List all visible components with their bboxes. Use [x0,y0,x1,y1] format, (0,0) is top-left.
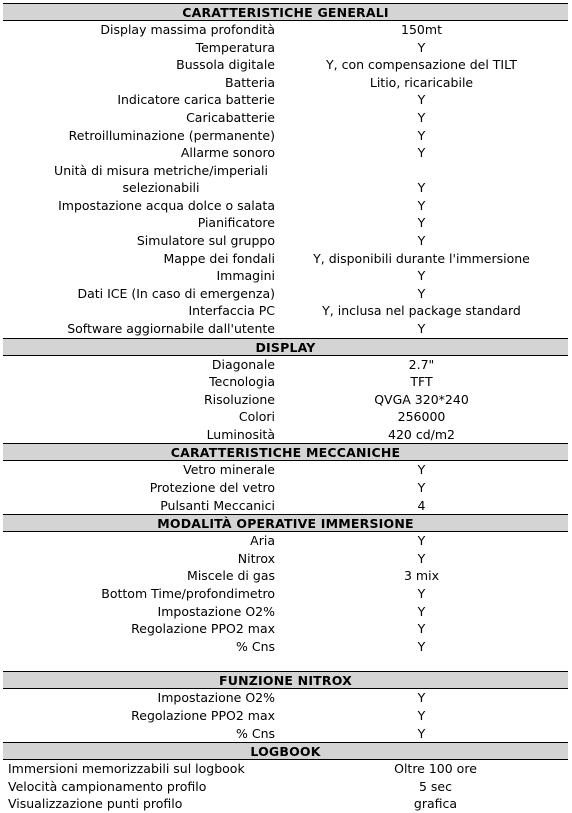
spec-label: Allarme sonoro [180,145,275,161]
spec-value: Y [417,285,426,301]
spec-value: QVGA 320*240 [374,391,469,407]
spec-row [3,285,568,303]
spec-label-line: selezionabili [122,180,200,196]
spec-label: Dati ICE (In caso di emergenza) [77,285,275,301]
spec-value: Y, disponibili durante l'immersione [313,250,530,266]
section-header: CARATTERISTICHE MECCANICHE [3,443,568,461]
spec-value: Y [417,232,426,248]
spec-row [3,725,568,743]
spec-row [3,302,568,320]
spec-value: Y [417,638,426,654]
spec-value: Y [417,109,426,125]
spec-value: Y [417,320,426,336]
section-header: LOGBOOK [3,742,568,760]
spec-row [3,620,568,638]
spec-label: Software aggiornabile dall'utente [67,320,275,336]
spec-label: Pulsanti Meccanici [160,497,275,513]
spec-label: Bussola digitale [176,57,275,73]
spec-row [3,497,568,515]
spec-label-line: Unità di misura metriche/imperiali [54,162,268,178]
spec-value: 5 sec [418,778,452,794]
spec-value: Y [417,480,426,496]
section-caratteristiche-meccaniche [3,443,568,514]
spec-row [3,532,568,550]
spec-label: Regolazione PPO2 max [131,708,275,723]
section-header: DISPLAY [3,338,568,356]
spec-row [3,585,568,603]
section-header: MODALITÀ OPERATIVE IMMERSIONE [3,514,568,532]
section-funzione-nitrox [3,671,568,742]
spec-value: Y [417,586,426,602]
spec-value: Y [417,462,426,478]
section-header: FUNZIONE NITROX [3,671,568,689]
spec-label: Interfaccia PC [188,303,275,319]
spec-label: Impostazione acqua dolce o salata [58,197,275,213]
spec-row [3,408,568,426]
spec-row [3,603,568,621]
spec-row [3,21,568,39]
spec-label: Vetro minerale [183,462,275,478]
spec-value: 420 cd/m2 [388,426,455,442]
spec-value: Y [417,603,426,619]
spec-label: Nitrox [237,550,275,566]
spec-row [3,320,568,338]
spec-label: Pianificatore [197,215,275,231]
spec-row [3,760,568,778]
spec-label: Batteria [225,74,275,90]
spec-row [3,232,568,250]
spec-value: Y, con compensazione del TILT [326,57,517,73]
spec-value: Y [417,621,426,637]
spec-value: Y [417,215,426,231]
spec-label: Immersioni memorizzabili sul logbook [8,761,245,777]
spec-label: Visualizzazione punti profilo [8,796,183,812]
spec-value: TFT [410,374,433,390]
spec-label: Mappe dei fondali [163,250,275,266]
spec-label: Bottom Time/profondimetro [101,586,275,602]
spec-label [3,162,275,197]
spec-value: 150mt [401,22,442,37]
spec-label: Velocità campionamento profilo [8,778,207,794]
spec-label: Impostazione O2% [157,603,275,619]
spec-value: Y [417,180,426,196]
spec-label: Protezione del vetro [149,480,275,496]
spec-value: grafica [413,796,458,812]
spec-value: Y [417,145,426,161]
spec-label: Luminosità [206,426,275,442]
spec-value: Litio, ricaricabile [369,74,474,90]
spec-row [3,162,568,197]
spec-row [3,356,568,374]
spec-value: Y [417,550,426,566]
spec-value: Y [417,92,426,108]
spec-label: Caricabatterie [186,109,275,125]
spec-label: % Cns [235,638,275,654]
spec-label: Indicatore carica batterie [117,92,275,108]
section-caratteristiche-generali [3,3,568,338]
spec-row [3,127,568,145]
spec-row [3,461,568,479]
spec-label: Retroilluminazione (permanente) [68,127,275,143]
spec-label: Colori [238,409,275,425]
spec-value: Y [417,197,426,213]
spec-row [3,567,568,585]
spec-value: 3 mix [404,568,439,584]
spec-value: 256000 [397,409,446,425]
spec-label: Tecnologia [209,374,275,390]
spec-row [3,550,568,568]
spec-value: Y [417,39,426,55]
spec-row [3,638,568,656]
spec-value: 4 [417,497,426,513]
spec-row [3,109,568,127]
spec-row [3,689,568,707]
spec-value: Y [417,533,426,549]
spec-row [3,91,568,109]
section-display [3,338,568,444]
spec-row [3,250,568,268]
section-header: CARATTERISTICHE GENERALI [3,3,568,21]
spec-label: Immagini [216,268,275,284]
spec-row [3,778,568,796]
spec-label: Aria [250,533,275,549]
spec-value: Y [417,268,426,284]
spec-label: % Cns [235,725,275,741]
spec-row [3,56,568,74]
spec-label: Diagonale [211,356,275,372]
spec-value: Y, inclusa nel package standard [322,303,521,319]
spec-row [3,795,568,813]
spec-label: Impostazione O2% [157,690,275,706]
spec-value: Oltre 100 ore [394,761,477,777]
spec-row [3,373,568,391]
spec-row [3,391,568,409]
spec-row [3,267,568,285]
spec-row [3,74,568,92]
section-logbook [3,742,568,813]
spec-label: Simulatore sul gruppo [136,232,275,248]
spec-row [3,426,568,444]
spec-label: Display massima profondità [100,22,275,37]
spec-row [3,39,568,57]
section-spacer [3,655,568,671]
spec-label: Temperatura [195,39,275,55]
spec-label: Risoluzione [203,391,275,407]
spec-row [3,144,568,162]
spec-label: Miscele di gas [187,568,275,584]
section-modalita-operative [3,514,568,671]
spec-value: Y [417,690,426,706]
spec-value: Y [417,708,426,723]
spec-label: Regolazione PPO2 max [131,621,275,637]
spec-row [3,214,568,232]
spec-value: Y [417,725,426,741]
spec-row [3,197,568,215]
spec-row [3,707,568,725]
spec-value: 2.7" [408,356,435,372]
spec-row [3,479,568,497]
spec-sheet [3,3,568,813]
spec-value: Y [417,127,426,143]
